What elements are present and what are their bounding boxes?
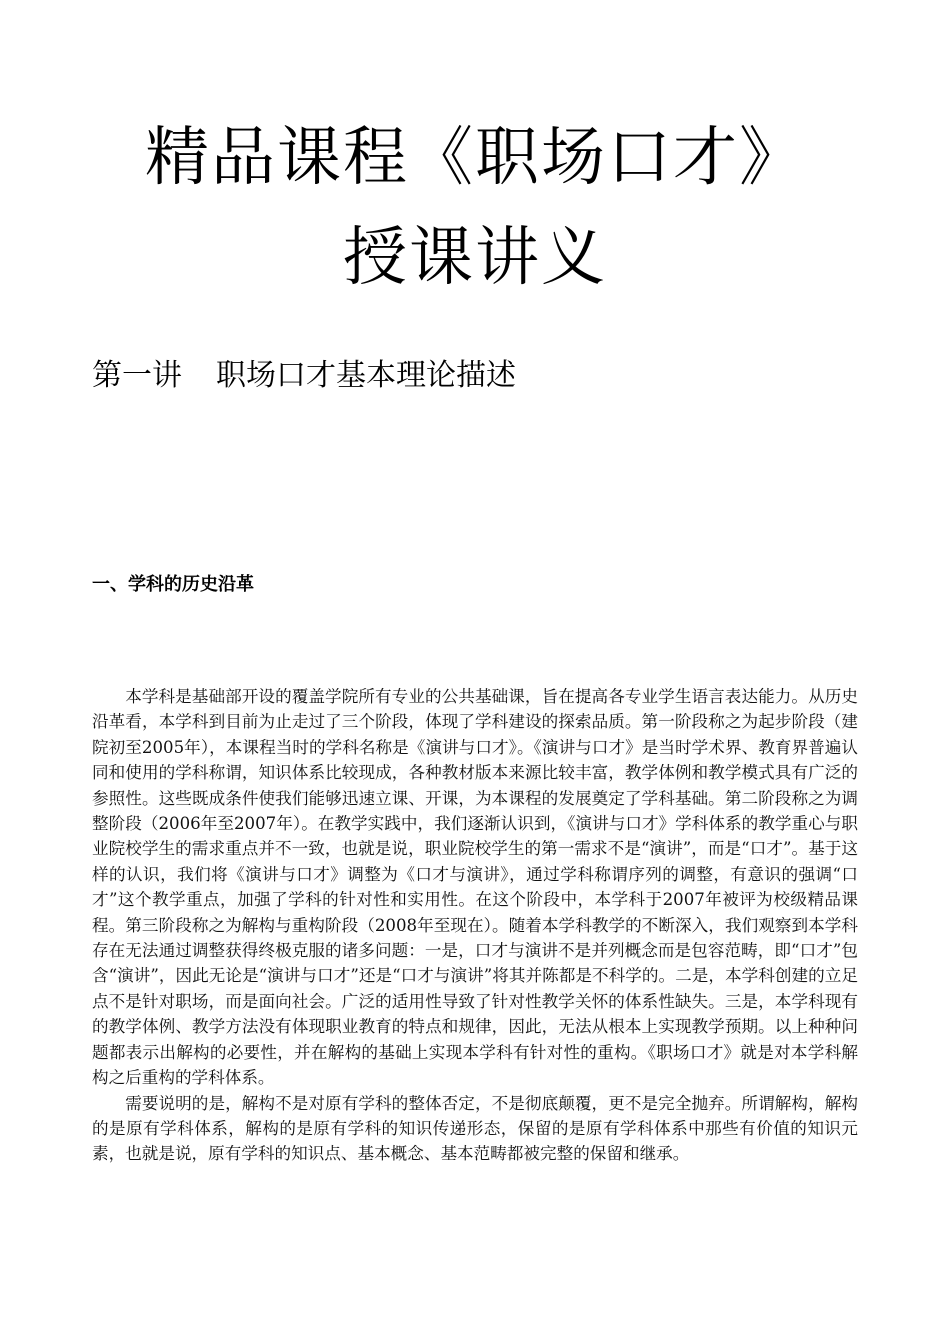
paragraph: 本学科是基础部开设的覆盖学院所有专业的公共基础课，旨在提高各专业学生语言表达能力。从历史沿革看，本学科到目前为止走过了三个阶段，体现了学科建设的探索品质。第一阶段称之为起步阶段（建院初至2005年），本课程当时的学科名称是《演讲与口才》。《演讲与口才》是当时学术界、教育界普遍认同和使用的学科称谓，知识体系比较现成，各种教材版本来源比较丰富，教学体例和教学模式具有广泛的参照性。这些既成条件使我们能够迅速立课、开课，为本课程的发展奠定了学科基础。第二阶段称之为调整阶段（2006年至2007年）。在教学实践中，我们逐渐认识到，《演讲与口才》学科体系的教学重心与职业院校学生的需求重点并不一致，也就是说，职业院校学生的第一需求不是“演讲”，而是“口才”。基于这样的认识，我们将《演讲与口才》调整为《口才与演讲》，通过学科称谓序列的调整，有意识的强调“口才”这个教学重点，加强了学科的针对性和实用性。在这个阶段中，本学科于2007年被评为校级精品课程。第三阶段称之为解构与重构阶段（2008年至现在）。随着本学科教学的不断深入，我们观察到本学科存在无法通过调整获得终极克服的诸多问题：一是，口才与演讲不是并列概念而是包容范畴，即“口才”包含“演讲”，因此无论是“演讲与口才”还是“口才与演讲”将其并陈都是不科学的。二是，本学科创建的立足点不是针对职场，而是面向社会。广泛的适用性导致了针对性教学关怀的体系性缺失。三是，本学科现有的教学体例、教学方法没有体现职业教育的特点和规律，因此，无法从根本上实现教学预期。以上种种问题都表示出解构的必要性，并在解构的基础上实现本学科有针对性的重构。《职场口才》就是对本学科解构之后重构的学科体系。 [92, 687, 858, 1088]
paragraph: 需要说明的是，解构不是对原有学科的整体否定，不是彻底颠覆，更不是完全抛弃。所谓解构，解构的是原有学科体系，解构的是原有学科的知识传递形态，保留的是原有学科体系中那些有价值的知识元素，也就是说，原有学科的知识点、基本概念、基本范畴都被完整的保留和继承。 [92, 1093, 858, 1164]
lecture-number: 第一讲 [92, 358, 182, 393]
document-title-line-2: 授课讲义 [343, 221, 607, 295]
section-heading: 一、学科的历史沿革 [92, 574, 254, 595]
document-title-line-1: 精品课程《职场口才》 [145, 121, 805, 195]
body-text [92, 684, 858, 1167]
lecture-title: 职场口才基本理论描述 [216, 358, 516, 393]
lecture-heading [92, 356, 516, 396]
